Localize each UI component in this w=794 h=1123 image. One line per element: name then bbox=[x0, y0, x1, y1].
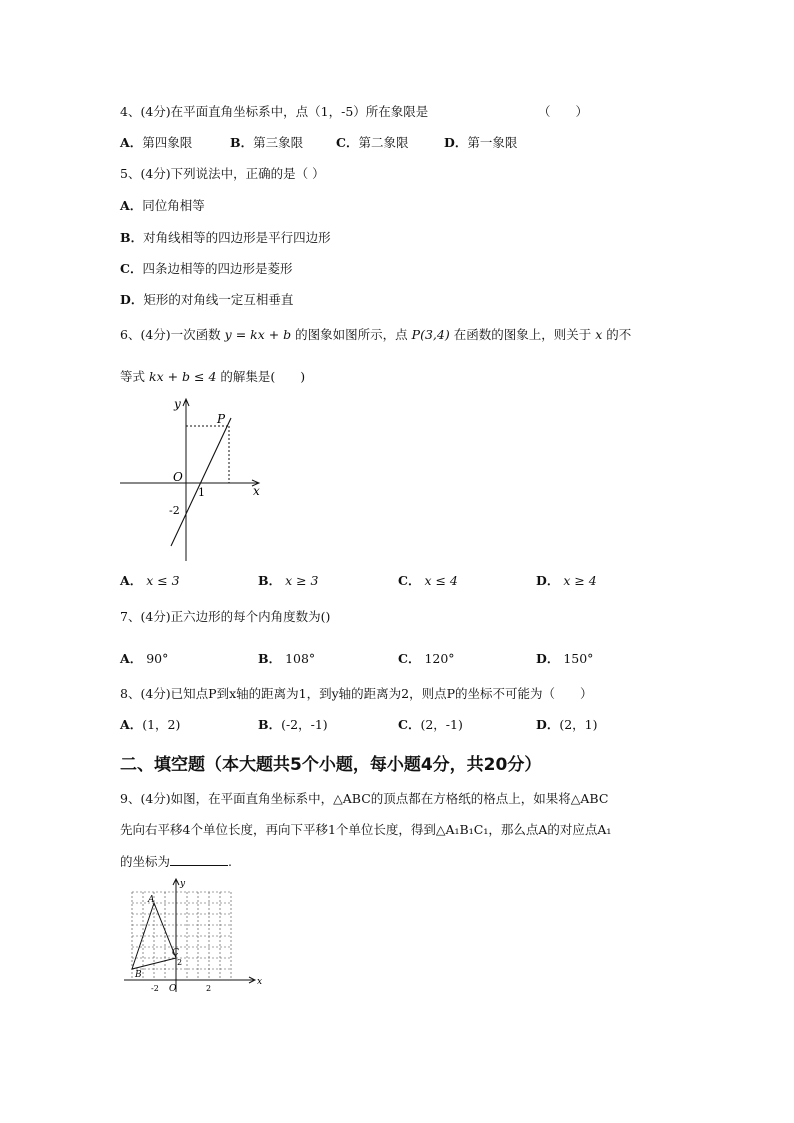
q4-stem-text: 4、(4分)在平面直角坐标系中，点（1，-5）所在象限是 bbox=[120, 104, 429, 119]
q9-stem-line1: 9、(4分)如图，在平面直角坐标系中，△ABC的顶点都在方格纸的格点上，如果将△ABC bbox=[120, 791, 609, 806]
q6-option-a: A． x ≤ 3 bbox=[120, 573, 180, 588]
q6-option-b: B． x ≥ 3 bbox=[258, 573, 319, 588]
q6-option-d: D． x ≥ 4 bbox=[536, 573, 597, 588]
q6-stem-line2: 等式 kx + b ≤ 4 的解集是( ) bbox=[120, 369, 306, 384]
q7-stem: 7、(4分)正六边形的每个内角度数为() bbox=[120, 609, 331, 624]
q9-answer-blank[interactable] bbox=[170, 853, 228, 866]
q5-option-c: C．四条边相等的四边形是菱形 bbox=[120, 261, 293, 276]
q8-option-a: A．(1，2) bbox=[120, 717, 181, 732]
q9-stem-line3: 的坐标为 . bbox=[120, 854, 232, 869]
q9-origin-label: O bbox=[169, 984, 177, 994]
q6-point-p: P(3,4) bbox=[411, 327, 450, 342]
q6-y-intercept-label: -2 bbox=[169, 504, 180, 517]
q4-option-d: D．第一象限 bbox=[444, 135, 518, 150]
q6-x-intercept-label: 1 bbox=[198, 486, 205, 499]
q5-option-b: B．对角线相等的四边形是平行四边形 bbox=[120, 230, 331, 245]
q8-stem: 8、(4分)已知点P到x轴的距离为1，到y轴的距离为2，则点P的坐标不可能为（ ） bbox=[120, 686, 593, 701]
q9-tick-2: 2 bbox=[206, 984, 212, 993]
q8-option-d: D．(2，1) bbox=[536, 717, 598, 732]
q7-option-a: A． 90° bbox=[120, 651, 169, 666]
q6-function-formula: y = kx + b bbox=[224, 327, 292, 342]
q8-option-c: C．(2，-1) bbox=[398, 717, 463, 732]
q8-option-b: B．(-2，-1) bbox=[258, 717, 328, 732]
q9-y-label: y bbox=[180, 879, 186, 889]
q4-option-c: C．第二象限 bbox=[336, 135, 409, 150]
q6-option-c: C． x ≤ 4 bbox=[398, 573, 458, 588]
q6-stem-line1: 6、(4分)一次函数 y = kx + b 的图象如图所示，点 P(3,4) 在函数的图象上，则关于 x 的不 bbox=[120, 327, 632, 342]
q5-stem: 5、(4分)下列说法中，正确的是（ ） bbox=[120, 166, 325, 181]
q4-answer-paren: （ ） bbox=[538, 104, 589, 119]
q6-x-label: x bbox=[253, 484, 260, 498]
section-heading-fill-in: 二、填空题（本大题共5个小题，每小题4分，共20分） bbox=[120, 755, 542, 775]
q6-point-label: P bbox=[217, 412, 226, 426]
q6-y-label: y bbox=[174, 397, 181, 411]
q5-option-a: A．同位角相等 bbox=[120, 198, 205, 213]
q7-option-c: C． 120° bbox=[398, 651, 455, 666]
q9-stem-line2: 先向右平移4个单位长度，再向下平移1个单位长度，得到△A₁B₁C₁，那么点A的对应点A₁ bbox=[120, 822, 612, 837]
q5-option-d: D．矩形的对角线一定互相垂直 bbox=[120, 292, 294, 307]
q4-stem bbox=[120, 103, 589, 121]
q4-option-b: B．第三象限 bbox=[230, 135, 304, 150]
q6-function-graph bbox=[118, 396, 268, 566]
q6-origin-label: O bbox=[173, 470, 183, 484]
q6-inequality: kx + b ≤ 4 bbox=[149, 369, 217, 384]
q9-grid-graph bbox=[118, 876, 268, 996]
q7-option-b: B． 108° bbox=[258, 651, 316, 666]
q7-option-d: D． 150° bbox=[536, 651, 594, 666]
q9-label-c: C bbox=[172, 948, 179, 958]
q4-option-a: A．第四象限 bbox=[120, 135, 193, 150]
q9-x-label: x bbox=[257, 977, 263, 987]
q9-tick-neg2: -2 bbox=[151, 984, 159, 993]
q9-label-b: B bbox=[135, 970, 142, 980]
q9-tick-y2: 2 bbox=[177, 958, 183, 967]
q9-label-a: A bbox=[148, 895, 155, 905]
